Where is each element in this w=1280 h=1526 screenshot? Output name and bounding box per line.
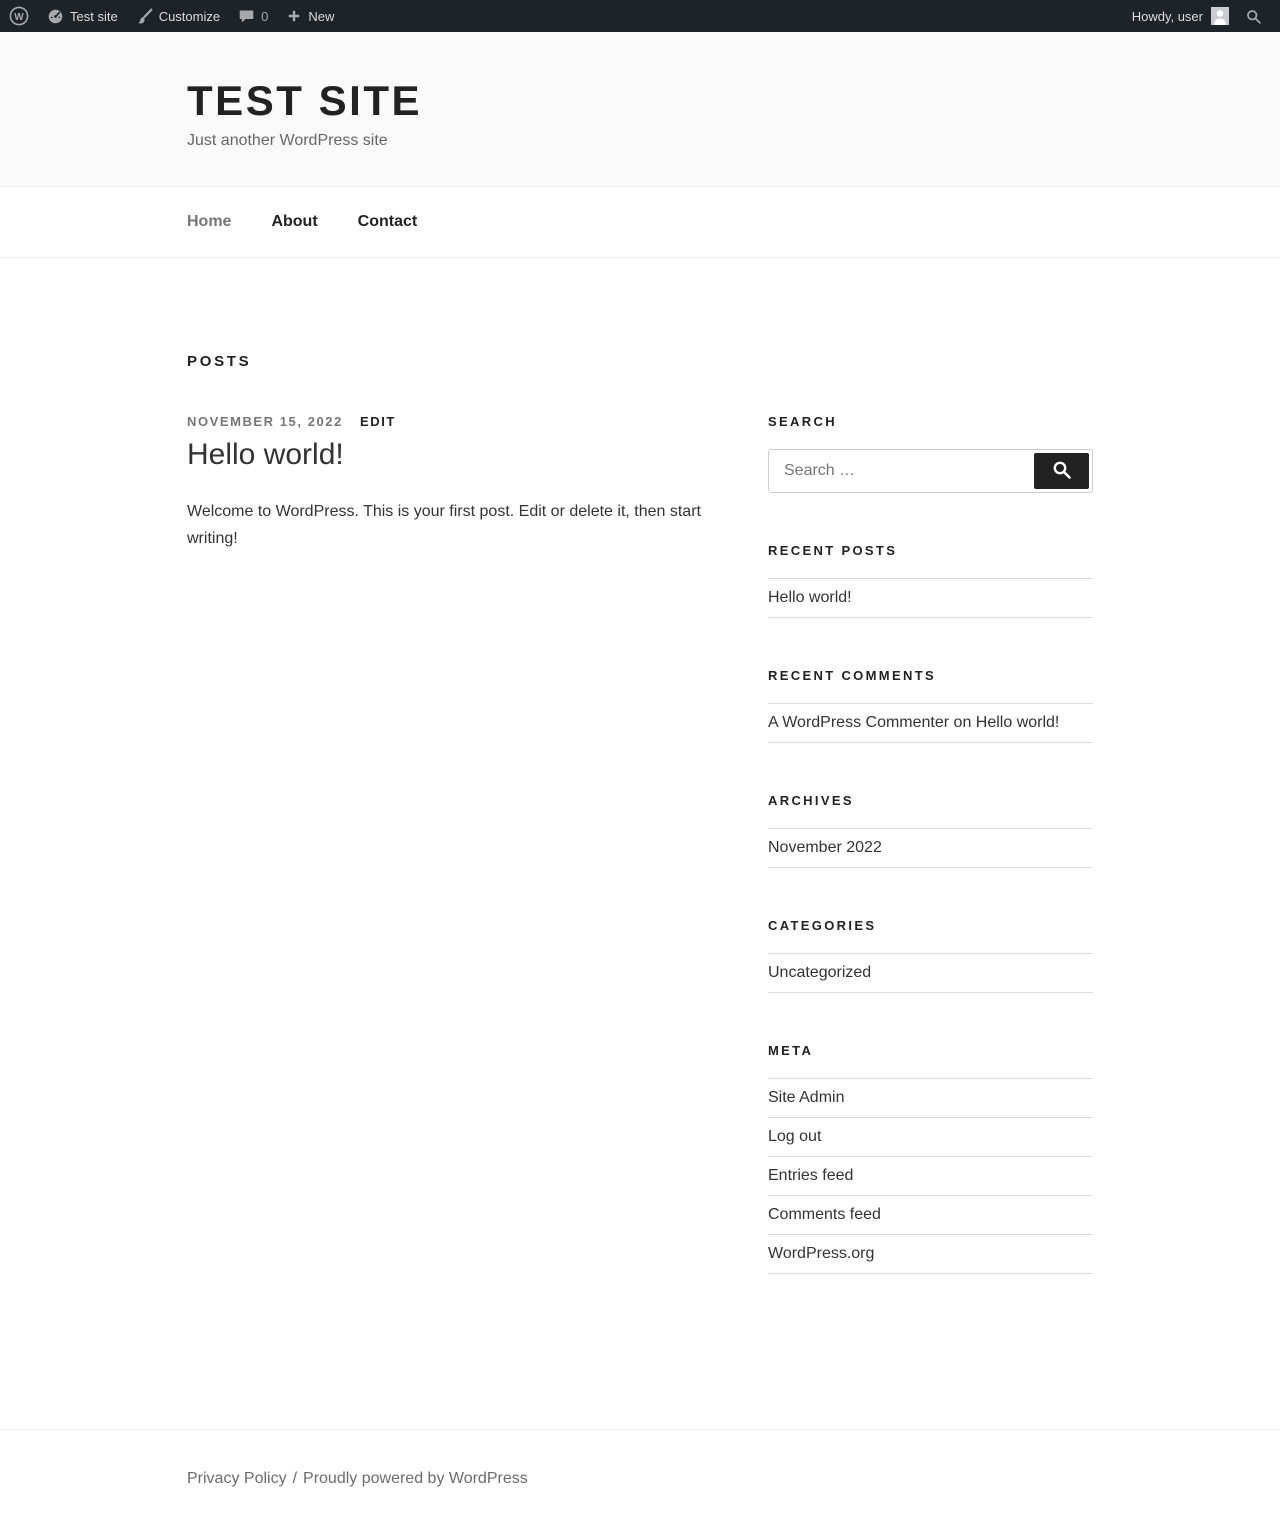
search-form <box>768 449 1093 493</box>
customize-brush-icon <box>136 8 153 25</box>
adminbar-site-name[interactable] <box>38 0 127 32</box>
adminbar-comments[interactable] <box>229 0 277 32</box>
meta-log-out-link[interactable]: Log out <box>768 1128 822 1146</box>
sidebar <box>768 414 1093 1324</box>
archives-widget <box>768 793 1093 868</box>
wordpress-logo-icon <box>9 6 29 26</box>
primary-nav <box>0 186 1280 258</box>
adminbar-new[interactable] <box>277 0 343 32</box>
meta-title: META <box>768 1043 814 1059</box>
site-tagline: Just another WordPress site <box>187 132 388 150</box>
list-item <box>768 579 1093 618</box>
svg-text:W: W <box>14 12 24 23</box>
post-date: NOVEMBER 15, 2022 <box>187 414 343 430</box>
search-input[interactable] <box>772 453 1034 489</box>
list-item <box>768 1196 1093 1235</box>
comments-bubble-icon <box>238 8 255 25</box>
categories-title: CATEGORIES <box>768 918 877 934</box>
adminbar-my-account[interactable] <box>1124 0 1237 32</box>
search-widget-title: SEARCH <box>768 414 837 430</box>
search-submit-button[interactable] <box>1034 453 1089 489</box>
list-item <box>768 1118 1093 1157</box>
nav-item-home[interactable]: Home <box>187 213 232 231</box>
adminbar-new-label: New <box>308 8 335 24</box>
list-item <box>768 1079 1093 1118</box>
adminbar-customize-label: Customize <box>158 8 221 24</box>
list-item <box>768 704 1093 743</box>
dashboard-gauge-icon <box>47 8 64 25</box>
archives-title: ARCHIVES <box>768 793 854 809</box>
user-avatar <box>1211 7 1229 25</box>
entry-meta <box>187 414 730 429</box>
footer-separator: / <box>292 1470 298 1488</box>
meta-comments-feed-link[interactable]: Comments feed <box>768 1206 881 1224</box>
adminbar-comment-count: 0 <box>261 8 269 24</box>
privacy-policy-link[interactable]: Privacy Policy <box>187 1470 287 1488</box>
adminbar-search-icon[interactable] <box>1237 0 1270 32</box>
list-item <box>768 1235 1093 1274</box>
site-title-link[interactable]: TEST SITE <box>187 77 423 124</box>
comment-author-link[interactable]: A WordPress Commenter <box>768 714 950 732</box>
category-link[interactable]: Uncategorized <box>768 964 872 982</box>
wp-admin-bar <box>0 0 1280 32</box>
plus-icon <box>286 8 302 24</box>
post-title-link[interactable]: Hello world! <box>187 438 344 472</box>
meta-entries-feed-link[interactable]: Entries feed <box>768 1167 854 1185</box>
list-item <box>768 829 1093 868</box>
categories-widget <box>768 918 1093 993</box>
adminbar-customize[interactable] <box>127 0 229 32</box>
archive-link[interactable]: November 2022 <box>768 839 882 857</box>
edit-post-link[interactable]: EDIT <box>360 414 396 430</box>
search-icon <box>1051 459 1073 484</box>
wp-logo-menu[interactable] <box>0 0 38 32</box>
meta-site-admin-link[interactable]: Site Admin <box>768 1089 845 1107</box>
powered-by-link[interactable]: Proudly powered by WordPress <box>303 1470 528 1488</box>
nav-item-contact[interactable]: Contact <box>357 213 418 231</box>
site-header <box>0 32 1280 186</box>
posts-list <box>187 414 730 552</box>
content-area <box>187 258 1093 1324</box>
post-excerpt: Welcome to WordPress. This is your first post. Edit or delete it, then start writing! <box>187 503 701 547</box>
nav-item-about[interactable]: About <box>271 213 318 231</box>
meta-widget <box>768 1043 1093 1274</box>
search-widget <box>768 414 1093 493</box>
adminbar-site-name-label: Test site <box>70 8 118 24</box>
comment-connector: on <box>949 714 976 732</box>
meta-wordpress-org-link[interactable]: WordPress.org <box>768 1245 875 1263</box>
recent-comments-title: RECENT COMMENTS <box>768 668 936 684</box>
page-title: POSTS <box>187 353 252 371</box>
recent-comments-widget <box>768 668 1093 743</box>
recent-post-link[interactable]: Hello world! <box>768 589 852 607</box>
recent-posts-title: RECENT POSTS <box>768 543 898 559</box>
recent-posts-widget <box>768 543 1093 618</box>
list-item <box>768 954 1093 993</box>
post-hello-world <box>187 414 730 552</box>
list-item <box>768 1157 1093 1196</box>
adminbar-howdy-label: Howdy, user <box>1131 8 1203 24</box>
site-footer <box>0 1429 1280 1526</box>
comment-post-link[interactable]: Hello world! <box>975 714 1060 732</box>
